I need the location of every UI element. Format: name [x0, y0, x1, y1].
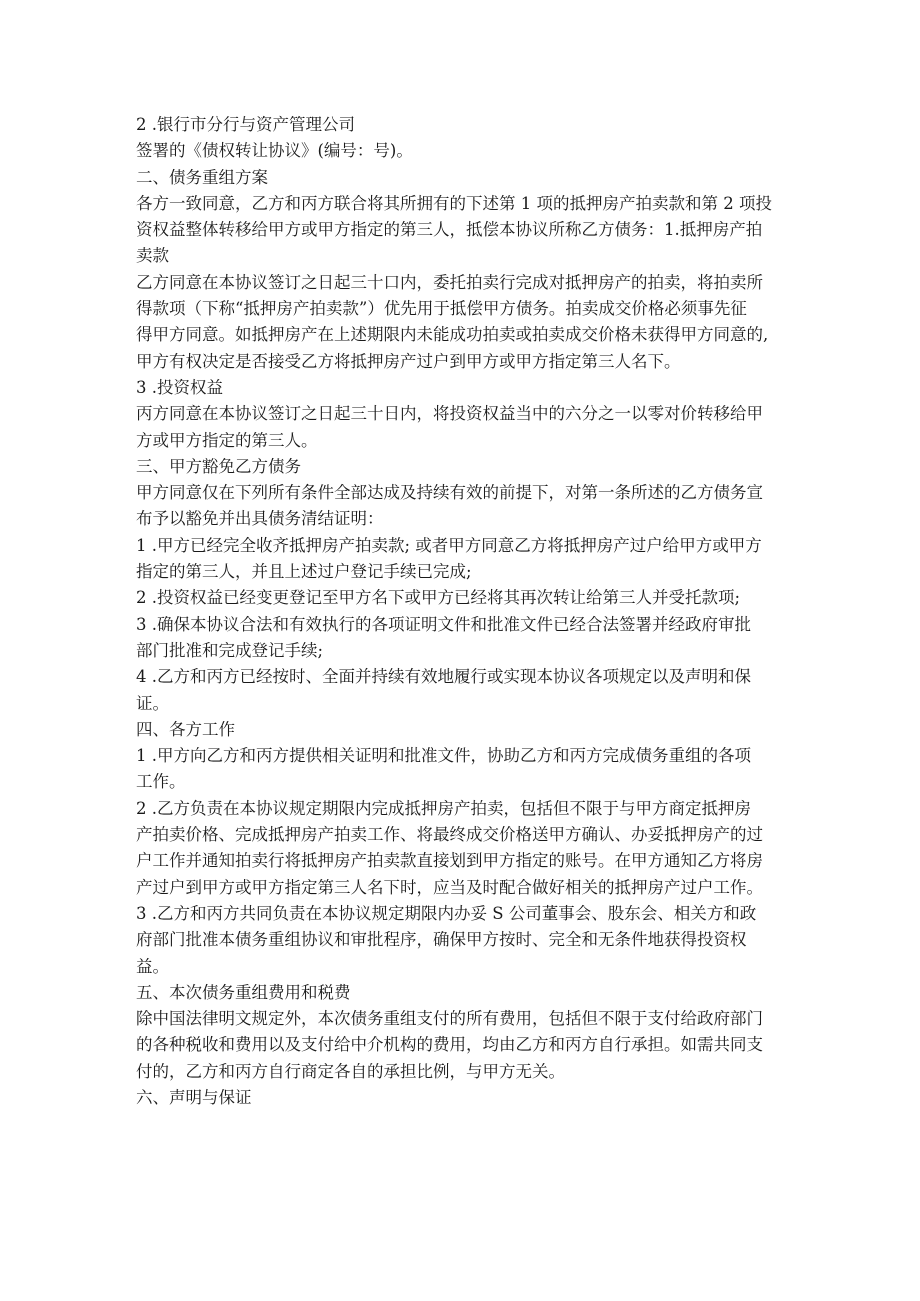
list-item-line: 1 .甲方已经完全收齐抵押房产拍卖款; 或者甲方同意乙方将抵押房产过户给甲方或甲方: [136, 535, 762, 555]
section-heading: 五、本次债务重组费用和税费: [136, 982, 351, 1002]
text-line: 甲方有权决定是否接受乙方将抵押房产过户到甲方或甲方指定第三人名下。: [136, 351, 681, 371]
list-item-line: 府部门批准本债务重组协议和审批程序，确保甲方按时、完全和无条件地获得投资权: [136, 930, 747, 950]
list-item-line: 部门批准和完成登记手续;: [136, 640, 324, 660]
text-line: 付的，乙方和丙方自行商定各自的承担比例，与甲方无关。: [136, 1061, 565, 1081]
list-item-line: 4 .乙方和丙方已经按时、全面并持续有效地履行或实现本协议各项规定以及声明和保: [136, 667, 751, 687]
document-body: [136, 112, 796, 1111]
text-line: 卖款: [136, 246, 169, 266]
text-line: 丙方同意在本协议签订之日起三十日内，将投资权益当中的六分之一以零对价转移给甲: [136, 404, 763, 424]
text-line: 各方一致同意，乙方和丙方联合将其所拥有的下述第 1 项的抵押房产拍卖款和第 2 项投: [136, 193, 772, 213]
text-line: 签署的《债权转让协议》(编号：号)。: [136, 141, 413, 161]
section-heading: 三、甲方豁免乙方债务: [136, 456, 301, 476]
text-line: 得款项（下称“抵押房产拍卖款”）优先用于抵偿甲方债务。拍卖成交价格必须事先征: [136, 299, 747, 319]
text-line: 的各种税收和费用以及支付给中介机构的费用，均由乙方和丙方自行承担。如需共同支: [136, 1035, 763, 1055]
list-item-line: 户工作并通知拍卖行将抵押房产拍卖款直接划到甲方指定的账号。在甲方通知乙方将房: [136, 851, 763, 871]
text-line: 甲方同意仅在下列所有条件全部达成及持续有效的前提下，对第一条所述的乙方债务宣: [136, 483, 763, 503]
text-line: 资权益整体转移给甲方或甲方指定的第三人，抵偿本协议所称乙方债务：1.抵押房产拍: [136, 220, 763, 240]
text-line: 布予以豁免并出具债务清结证明：: [136, 509, 384, 529]
text-line: 2 .银行市分行与资产管理公司: [136, 115, 355, 134]
list-item-line: 产拍卖价格、完成抵押房产拍卖工作、将最终成交价格送甲方确认、办妥抵押房产的过: [136, 825, 763, 845]
list-item-line: 证。: [136, 693, 169, 713]
list-item-line: 1 .甲方向乙方和丙方提供相关证明和批准文件，协助乙方和丙方完成债务重组的各项: [136, 746, 751, 766]
text-line: 乙方同意在本协议签订之日起三十口内，委托拍卖行完成对抵押房产的拍卖，将拍卖所: [136, 272, 763, 292]
text-line: 得甲方同意。如抵押房产在上述期限内未能成功拍卖或拍卖成交价格未获得甲方同意的,: [136, 325, 769, 345]
list-item-line: 指定的第三人，并且上述过户登记手续已完成;: [136, 562, 472, 582]
list-item-line: 2 .乙方负责在本协议规定期限内完成抵押房产拍卖，包括但不限于与甲方商定抵押房: [136, 798, 751, 818]
section-heading: 二、债务重组方案: [136, 167, 268, 187]
section-heading: 六、声明与保证: [136, 1087, 252, 1107]
subsection-heading: 3 .投资权益: [136, 377, 223, 397]
list-item-line: 2 .投资权益已经变更登记至甲方名下或甲方已经将其再次转让给第三人并受托款项;: [136, 588, 741, 608]
section-heading: 四、各方工作: [136, 719, 235, 739]
text-line: 除中国法律明文规定外，本次债务重组支付的所有费用，包括但不限于支付给政府部门: [136, 1009, 763, 1029]
list-item-line: 工作。: [136, 772, 186, 792]
list-item-line: 益。: [136, 956, 169, 976]
list-item-line: 3 .确保本协议合法和有效执行的各项证明文件和批准文件已经合法签署并经政府审批: [136, 614, 751, 634]
list-item-line: 3 .乙方和丙方共同负责在本协议规定期限内办妥 S 公司董事会、股东会、相关方和政: [136, 903, 757, 923]
list-item-line: 产过户到甲方或甲方指定第三人名下时，应当及时配合做好相关的抵押房产过户工作。: [136, 877, 763, 897]
text-line: 方或甲方指定的第三人。: [136, 430, 318, 450]
